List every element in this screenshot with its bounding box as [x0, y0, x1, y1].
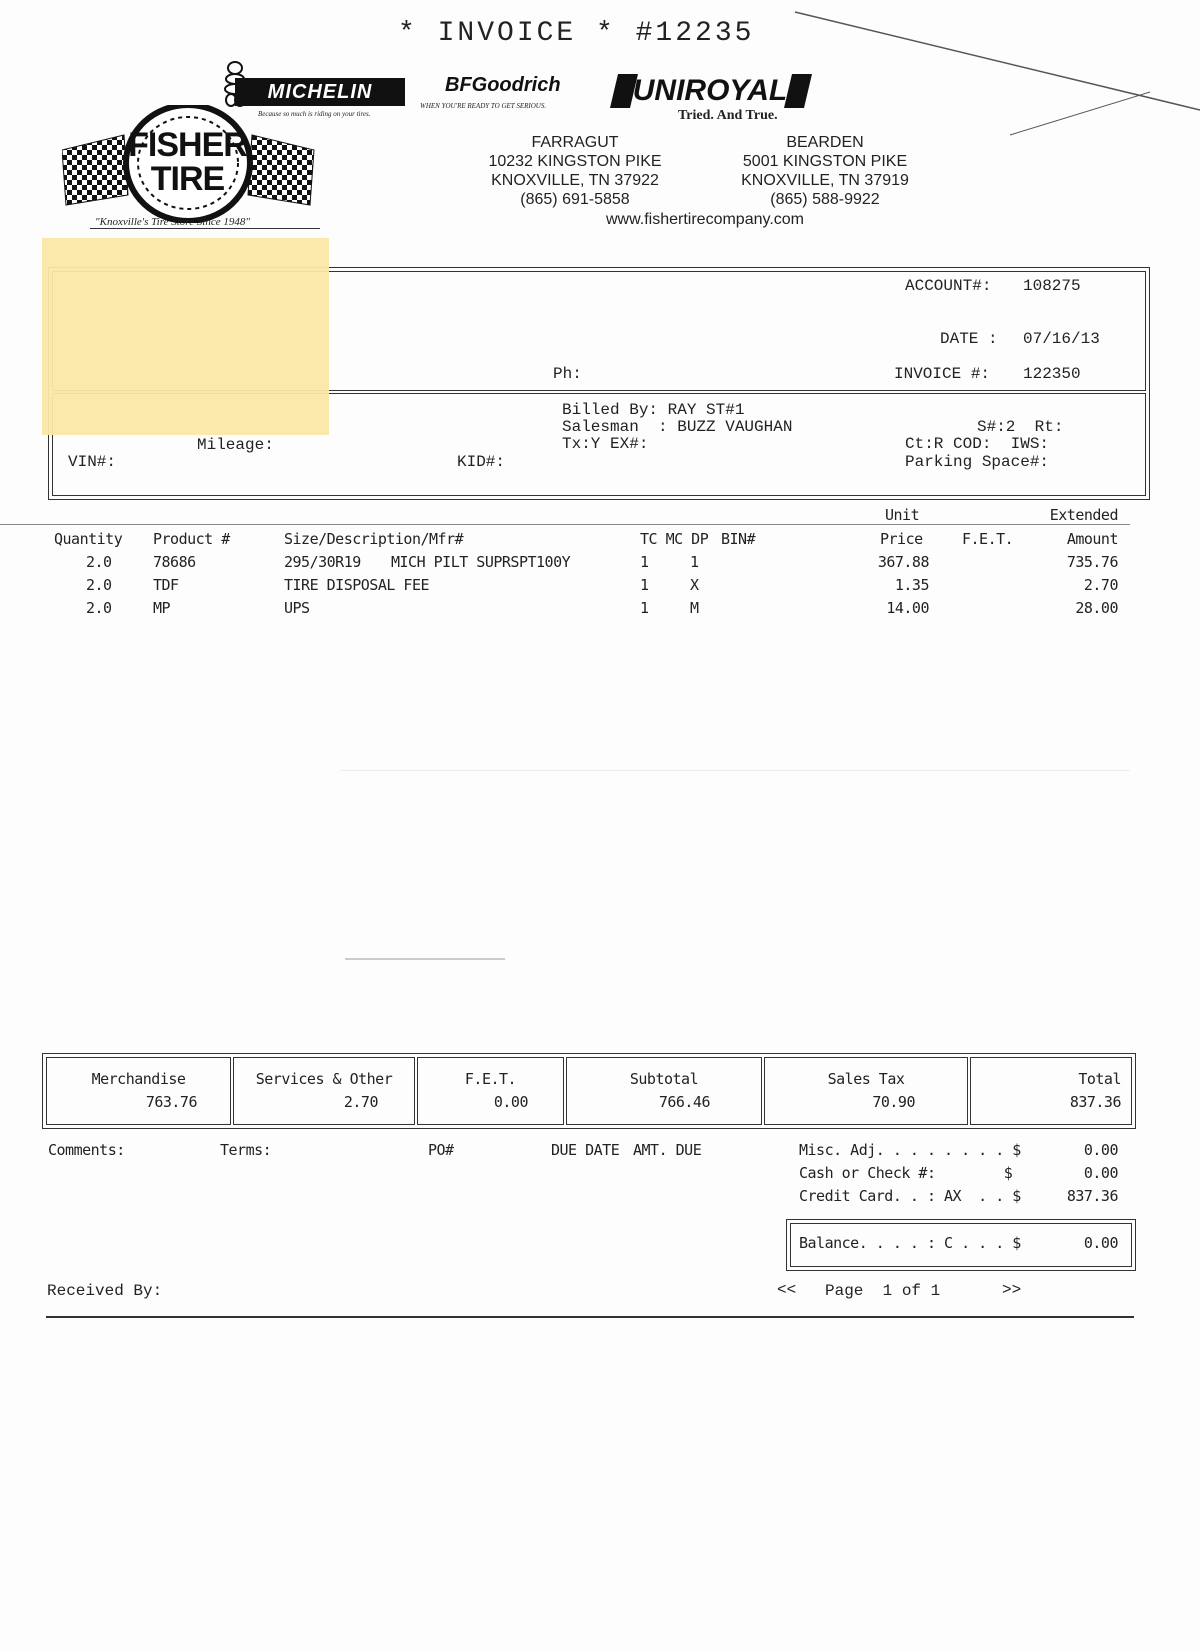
sticky-note — [42, 238, 329, 435]
terms-label: Terms: — [220, 1141, 272, 1159]
item-product: TDF — [153, 576, 179, 594]
store-route: S#:2 Rt: — [977, 418, 1064, 436]
due-date-label: DUE DATE — [551, 1141, 620, 1159]
total-value: 70.90 — [872, 1093, 915, 1111]
col-tc-mc-dp: TC MC DP — [640, 530, 709, 548]
item-unit-price: 14.00 — [886, 599, 929, 617]
location-street: 10232 KINGSTON PIKE — [488, 153, 662, 170]
ct-cod-iws: Ct:R COD: IWS: — [905, 435, 1050, 453]
location-city: KNOXVILLE, TN 37922 — [491, 172, 659, 189]
item-size: UPS — [284, 599, 310, 617]
michelin-tagline: Because so much is riding on your tires. — [258, 110, 371, 118]
misc-adj-label: Misc. Adj. . . . . . . . $ — [799, 1141, 1021, 1159]
item-amount: 735.76 — [1066, 553, 1118, 571]
account-number: 108275 — [1023, 277, 1081, 295]
col-unit-price: Price — [880, 530, 923, 548]
show-through-mark — [345, 958, 505, 960]
account-label: ACCOUNT#: — [905, 277, 992, 295]
amt-due-label: AMT. DUE — [633, 1141, 702, 1159]
total-value: 0.00 — [493, 1093, 528, 1111]
total-value: 766.46 — [658, 1093, 710, 1111]
col-fet: F.E.T. — [962, 530, 1014, 548]
misc-adj-value: 0.00 — [1083, 1141, 1118, 1159]
item-tc: 1 — [640, 576, 649, 594]
item-qty: 2.0 — [86, 599, 112, 617]
header-separator — [0, 524, 1130, 525]
phone-label: Ph: — [553, 365, 582, 383]
location-name: BEARDEN — [786, 134, 864, 151]
kid-label: KID#: — [457, 453, 506, 471]
item-amount: 28.00 — [1075, 599, 1118, 617]
paper-fold-lines — [790, 0, 1200, 140]
item-qty: 2.0 — [86, 576, 112, 594]
cash-check-value: 0.00 — [1083, 1164, 1118, 1182]
mileage-label: Mileage: — [197, 436, 274, 454]
location-city: KNOXVILLE, TN 37919 — [741, 172, 909, 189]
total-label: Sales Tax — [827, 1070, 905, 1088]
salesman: Salesman : BUZZ VAUGHAN — [562, 418, 793, 436]
col-description: Size/Description/Mfr# — [284, 530, 464, 548]
bfgoodrich-tagline: WHEN YOU'RE READY TO GET SERIOUS. — [420, 102, 547, 110]
location-street: 5001 KINGSTON PIKE — [742, 153, 908, 170]
tax-exempt: Tx:Y EX#: — [562, 435, 649, 453]
fisher-logo-line2: TIRE — [150, 160, 225, 198]
col-quantity: Quantity — [54, 530, 123, 548]
item-qty: 2.0 — [86, 553, 112, 571]
date-label: DATE : — [940, 330, 998, 348]
total-label: Merchandise — [91, 1070, 186, 1088]
item-unit-price: 367.88 — [877, 553, 929, 571]
total-cell-subtotal — [566, 1057, 762, 1125]
balance-value: 0.00 — [1083, 1234, 1118, 1252]
col-bin: BIN# — [721, 530, 756, 548]
total-label: Total — [1078, 1070, 1121, 1088]
comments-label: Comments: — [48, 1141, 125, 1159]
invoice-title: * INVOICE * #12235 — [398, 18, 755, 49]
item-tc: 1 — [640, 599, 649, 617]
michelin-logo: MICHELIN — [235, 78, 405, 106]
location-bearden — [720, 133, 930, 209]
parking-space: Parking Space#: — [905, 453, 1050, 471]
item-size: 295/30R19 — [284, 553, 361, 571]
table-row — [0, 576, 1200, 598]
item-amount: 2.70 — [1083, 576, 1118, 594]
total-label: Subtotal — [629, 1070, 699, 1088]
balance-label: Balance. . . . : C . . . $ — [799, 1234, 1021, 1252]
item-tc: 1 — [640, 553, 649, 571]
credit-card-label: Credit Card. . : AX . . $ — [799, 1187, 1021, 1205]
page-indicator: Page 1 of 1 — [825, 1282, 941, 1300]
col-unit-top: Unit — [885, 506, 920, 524]
received-by-label: Received By: — [47, 1282, 163, 1300]
location-name: FARRAGUT — [531, 134, 619, 151]
item-description: MICH PILT SUPRSPT100Y — [391, 553, 571, 571]
vin-label: VIN#: — [68, 453, 117, 471]
total-value: 2.70 — [343, 1093, 378, 1111]
uniroyal-tagline: Tried. And True. — [678, 108, 778, 123]
col-extended-top: Extended — [1049, 506, 1118, 524]
item-dp: M — [690, 599, 699, 617]
invoice-number: 122350 — [1023, 365, 1081, 383]
total-cell-total — [970, 1057, 1132, 1125]
fisher-tagline: "Knoxville's Tire Store Since 1948" — [95, 216, 250, 228]
invoice-number-label: INVOICE #: — [894, 365, 991, 383]
footer-rule — [46, 1316, 1134, 1318]
page-next-button[interactable]: >> — [1002, 1281, 1022, 1299]
table-row — [0, 553, 1200, 575]
tagline-underline — [90, 228, 320, 229]
item-unit-price: 1.35 — [894, 576, 929, 594]
item-product: MP — [153, 599, 171, 617]
location-phone: (865) 588-9922 — [770, 191, 880, 208]
total-cell-services — [233, 1057, 415, 1125]
bfgoodrich-logo: BFGoodrich — [445, 74, 561, 96]
fisher-logo-line1: FISHER — [128, 126, 247, 164]
total-cell-merchandise — [46, 1057, 231, 1125]
col-product: Product # — [153, 530, 230, 548]
total-label: Services & Other — [255, 1070, 393, 1088]
fisher-tire-logo-text — [120, 128, 255, 196]
invoice-date: 07/16/13 — [1023, 330, 1100, 348]
page-prev-button[interactable]: << — [777, 1281, 797, 1299]
item-product: 78686 — [153, 553, 196, 571]
total-cell-sales-tax — [764, 1057, 968, 1125]
total-label: F.E.T. — [464, 1070, 517, 1088]
billed-by: Billed By: RAY ST#1 — [562, 401, 745, 419]
credit-card-value: 837.36 — [1066, 1187, 1118, 1205]
item-size: TIRE DISPOSAL FEE — [284, 576, 430, 594]
col-extended-amount: Amount — [1066, 530, 1118, 548]
item-dp: 1 — [690, 553, 699, 571]
total-value: 837.36 — [1069, 1093, 1121, 1111]
total-value: 763.76 — [145, 1093, 197, 1111]
item-dp: X — [690, 576, 699, 594]
cash-check-label: Cash or Check #: $ — [799, 1164, 1013, 1182]
total-cell-fet — [417, 1057, 564, 1125]
location-phone: (865) 691-5858 — [520, 191, 630, 208]
table-row — [0, 599, 1200, 621]
company-website: www.fishertirecompany.com — [606, 211, 804, 228]
po-label: PO# — [428, 1141, 454, 1159]
location-farragut — [470, 133, 680, 209]
show-through-line — [340, 770, 1130, 771]
uniroyal-logo: UNIROYAL — [632, 74, 788, 107]
